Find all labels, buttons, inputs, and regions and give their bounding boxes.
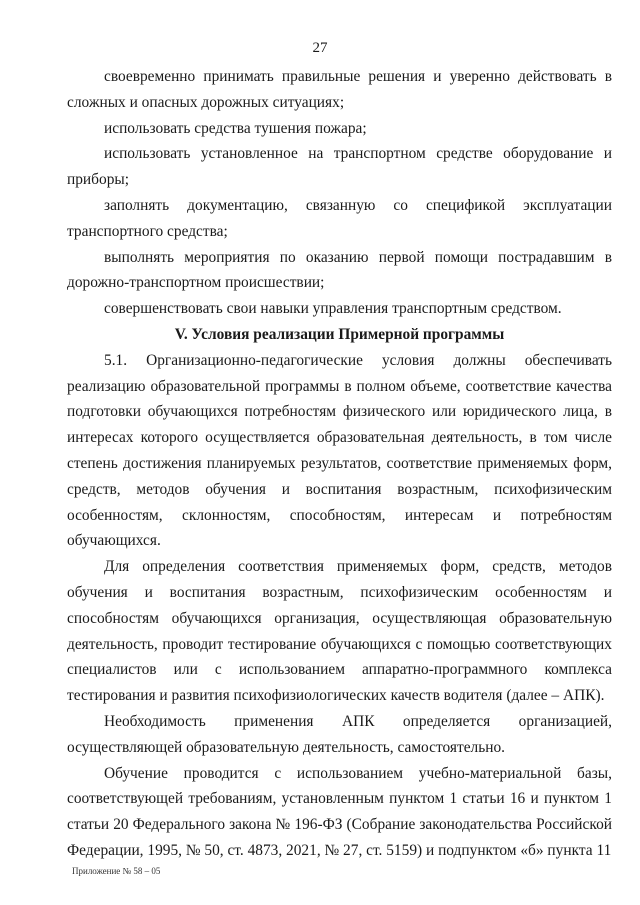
section-heading: V. Условия реализации Примерной программы [174,325,505,343]
paragraph-first-aid: выполнять мероприятия по оказанию первой помощи пострадавшим в дорожно-транспортном происшествии; [67,248,612,292]
paragraph-testing: Для определения соответствия применяемых форм, средств, методов обучения и воспитания возрастным, психофизическим особенностям и способностям обучающихся организация, осуществляющая образовательную деятельность, проводит тестирование обучающихся с помощью соответствующих специалистов или с использованием аппаратно-программного комплекса тестирования и развития психофизиологических качеств водителя (далее – АПК). [67,558,612,705]
paragraph-5-1: 5.1. Организационно-педагогические условия должны обеспечивать реализацию образовательной программы в полном объеме, соответствие качества подготовки обучающихся потребностям физического или юридического лица, в интересах которого осуществляется образовательная деятельность, в том числе степень достижения планируемых результатов, соответствие применяемых форм, средств, методов обучения и воспитания возрастным, психофизическим особенностям, склонностям, способностям, интересам и потребностям обучающихся. [67,351,612,550]
paragraph-training-base: Обучение проводится с использованием учебно-материальной базы, соответствующей требованиям, установленным пунктом 1 статьи 16 и пунктом 1 статьи 20 Федерального закона № 196-ФЗ (Собрание законодательства Российской Федерации, 1995, № 50, ст. 4873, 2021, № 27, ст. 5159) и подпунктом «б» пункта 11 [67,764,612,859]
document-body [67,64,612,864]
footer-annex-label: Приложение № 58 – 05 [72,866,161,876]
paragraph-apk-necessity: Необходимость применения АПК определяется организацией, осуществляющей образовательную деятельность, самостоятельно. [67,712,612,756]
paragraph-documentation: заполнять документацию, связанную со спецификой эксплуатации транспортного средства; [67,196,612,240]
page-number: 27 [312,40,328,56]
paragraph-decisions: своевременно принимать правильные решения и уверенно действовать в сложных и опасных дорожных ситуациях; [67,68,612,111]
paragraph-equipment: использовать установленное на транспортном средстве оборудование и приборы; [67,145,612,189]
paragraph-fire-extinguishing: использовать средства тушения пожара; [104,119,367,137]
paragraph-driving-skills: совершенствовать свои навыки управления транспортным средством. [104,300,562,318]
